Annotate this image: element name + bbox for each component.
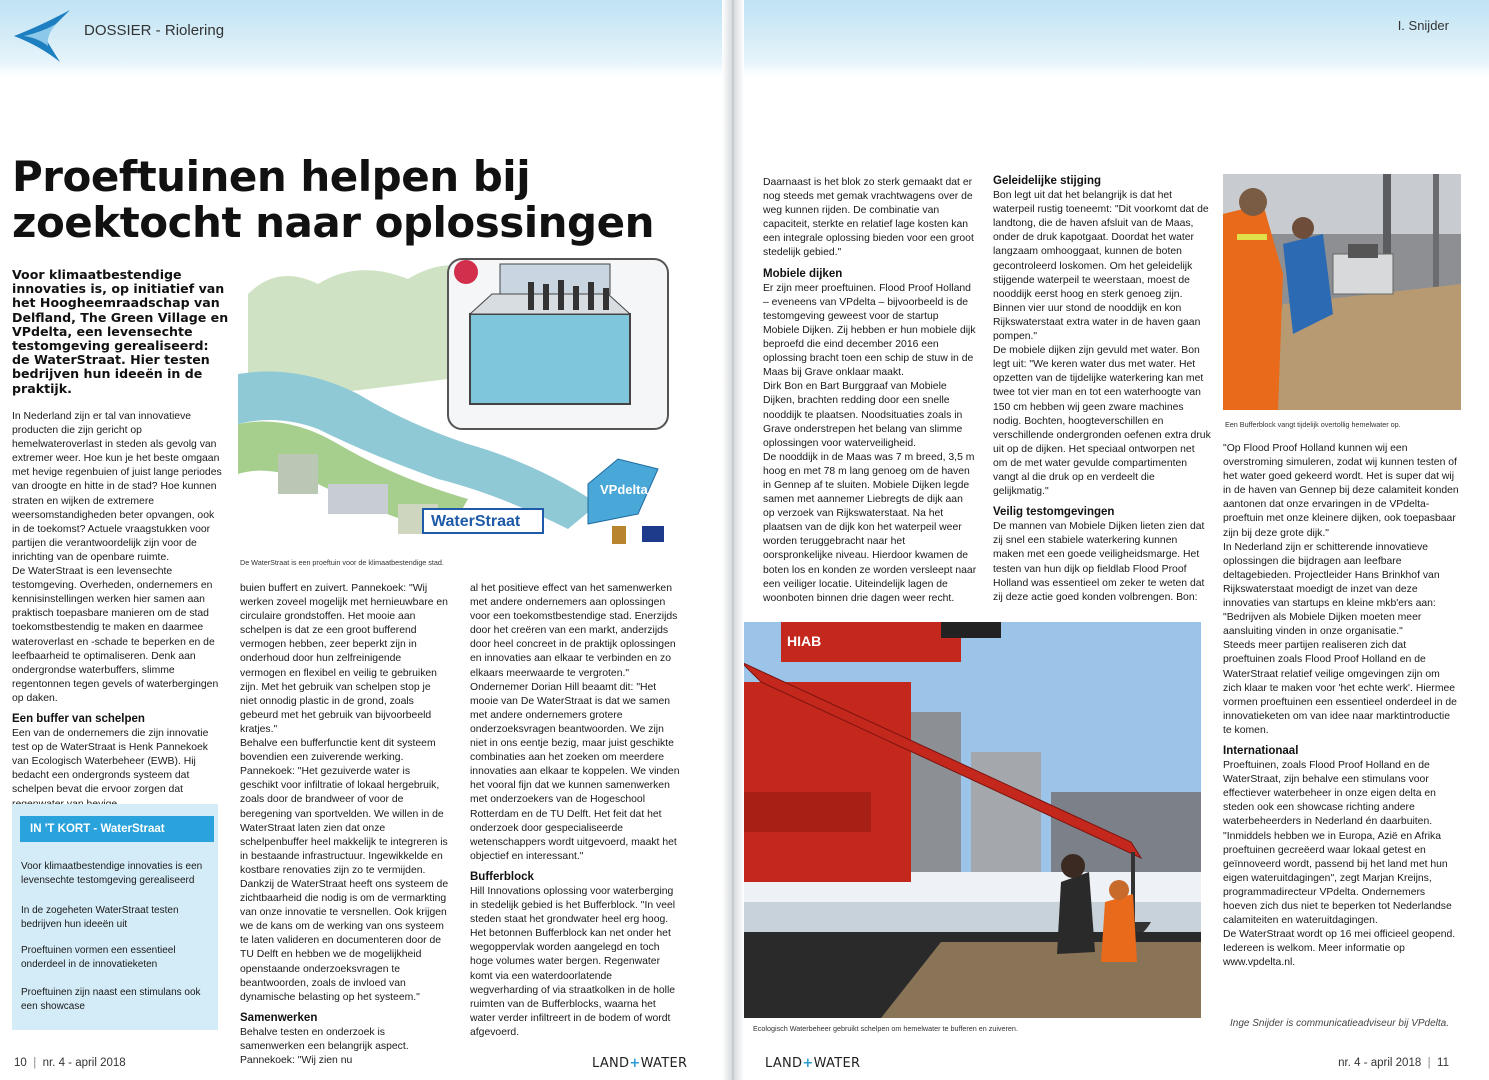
vpdelta-flag: VPdelta [600, 482, 648, 497]
column-1: In Nederland zijn er tal van innovatieve producten die zijn gericht op hemelwateroverlast in steden als gevolg van extremer weer. Hoe kun je het beste omgaan met hevige regenbuien of juist lange periodes van droogte en hitte in de stad? Hoe kunnen straten en wijken de extremere weersomstandigheden beter opvangen, ook in de toekomst? Actuele vraagstukken voor partijen die verantwoordelijk zijn voor de inrichting van de openbare ruimte. De WaterStraat is een levensechte testomgeving. Overheden, ondernemers en kennisinstellingen werken hier samen aan praktisch toepasbare manieren om de stad toekomstbestendig te maken en daarmee wateroverlast en -schade te beperken en de leefbaarheid te optimaliseren. Denk aan ondergrondse waterbuffers, slimme regentonnen tegen gevels of waterbergingen op daken. Een buffer van schelpen Een van de ondernemers die zijn innovatie test op de WaterStraat is Henk Pannekoek van Ecologisch Waterbeheer (EWB). Hij bedacht een ondergronds systeem dat schelpen bevat die ervoor zorgen dat [12, 411, 222, 796]
bufferblock-photo [1223, 174, 1461, 410]
subhead-internationaal: Internationaal [1223, 744, 1299, 757]
header-band [0, 0, 733, 78]
subhead-samenwerken: Samenwerken [240, 1011, 318, 1024]
in-short-item: In de zogeheten WaterStraat testen bedrijven hun ideeën uit [21, 905, 179, 930]
issue-label: nr. 4 - april 2018 [1338, 1057, 1422, 1069]
author-credit: Inge Snijder is communicatieadviseur bij VPdelta. [1230, 1018, 1449, 1029]
in-short-box [12, 804, 218, 1030]
column-4: Daarnaast is het blok zo sterk gemaakt dat er nog steeds met gemak vrachtwagens over de weg kunnen rijden. De combinatie van capaciteit, sterkte en relatief lage kosten kan een integrale oplossing bieden voor een groot stedelijk gebied." Mobiele dijken Er zijn meer proeftuinen. Flood Proof Holland – eveneens van VPdelta – bijvoorbeeld is de testomgeving geweest voor de startup Mobiele Dijken. Zij hebben er hun mobiele dijk beproefd die eind december 2016 een oplossing bracht toen een schip de stuw in de Maas bij Grave onklaar maakt. Dirk Bon en Bart Burggraaf van Mobiele Dijken, brachten redding door een snelle nooddijk te plaatsen. Noodsituaties zoals in Grave onderstrepen het belang van slimme oplossingen voor waterveiligheid. De nooddijk in de Maas was 7 m breed, 3,5 m hoog en met 78 m lang genoeg om de haven in Gennep af te sluiten. Mobiele Dijken legde samen met aannemer Liebregts de dijk aan op verzoek van Rijkswaterstaat. Na het plaatsen van de dijk kon het waterpeil weer worden teruggebracht naar het oorspronkelijke niveau. Hierdoor kwamen de boten los en konden ze worden versleept naar een veiliger locatie. Uiteindelijk lagen de woonboten binnen drie dagen weer recht. [763, 177, 977, 604]
page-number: 11 [1437, 1057, 1449, 1069]
in-short-title: IN 'T KORT - WaterStraat [20, 816, 214, 842]
truck-crane-photo [733, 622, 1201, 1018]
waterstraat-illustration [238, 254, 672, 554]
column-5: Geleidelijke stijging Bon legt uit dat het belangrijk is dat het waterpeil rustig toeneemt: "Dit voorkomt dat de landtong, die de haven afsluit van de Maas, onder de druk kapotgaat. Doordat het water langzaam omhooggaat, kunnen de boten gecontroleerd loskomen. Om het geleidelijk stijgende waterpeil te weerstaan, moest de nooddijk eerst hoog en sterk genoeg zijn. Binnen vier uur stond de nooddijk en kon Rijkswaterstaat extra water in de haven gaan pompen." De mobiele dijken zijn gevuld met water. Bon legt uit: "We keren water dus met water. Het opzetten van de tijdelijke waterkering kan met twee tot vier man en tot een waterhoogte van 150 cm hebben wij geen zware machines nodig. Bochten, hoogteverschillen en verschillende ondergronden oefenen extra druk uit op de dijken. Het speciaal ontworpen net om de met water gevulde compartimenten vangt al die druk op en verdeelt die gelijkmatig." Veilig testomgevingen De mannen van Mobiele Dijken lieten zien dat zij snel een stabiele waterkering kunnen maken met een goede veiligheidsmarge. Het testen van hun dijk op fieldlab Flood Proof Holland was essentieel om zeker te weten dat zij deze actie goed konden volbrengen. Bon: [993, 175, 1211, 603]
subhead-mobiele-dijken: Mobiele dijken [763, 267, 843, 280]
subhead-geleidelijke-stijging: Geleidelijke stijging [993, 175, 1102, 187]
page-number: 10 [14, 1057, 27, 1069]
subhead-buffer: Een buffer van schelpen [12, 712, 145, 725]
in-short-item: Proeftuinen vormen een essentieel onderdeel in de innovatieketen [21, 945, 176, 970]
page-footer-left: 10 | nr. 4 - april 2018 [14, 1057, 126, 1069]
top-photo-caption: Een Bufferblock vangt tijdelijk overtollig hemelwater op. [1225, 420, 1401, 429]
article-title: Proeftuinen helpen bij zoektocht naar oplossingen [12, 152, 654, 247]
land-water-logo: LAND+WATER [592, 1056, 688, 1071]
subhead-bufferblock: Bufferblock [470, 870, 534, 883]
illustration-caption: De WaterStraat is een proeftuin voor de klimaatbestendige stad. [240, 558, 444, 567]
left-page [0, 0, 733, 1080]
section-label: DOSSIER - Riolering [84, 22, 225, 39]
header-band [733, 0, 1489, 78]
column-2: buien buffert en zuivert. Pannekoek: "Wij werken zoveel mogelijk met hernieuwbare en circulaire grondstoffen. Het mooie aan schelpen is dat ze een groot bufferend vermogen hebben, zeer beperkt zijn in onderhoud door hun zelfreinigende vermogen en flexibel en veilig te gebruiken zijn. Met het gebruik van schelpen stop je niet onnodig plastic in de grond, zoals gebeurd met het gebruik van bijvoorbeeld kratjes." Behalve een bufferfunctie kent dit systeem bovendien een zuiverende werking. Pannekoek: "Het gezuiverde water is geschikt voor infiltratie of lokaal hergebruik, zoals door de brandweer of voor de beregening van sportvelden. We willen in de WaterStraat laten zien dat onze schelpenbuffer heel makkelijk te integreren is in bestaande infrastructuur. Ingewikkelde en kostbare renovaties zijn zo te vermijden. Dankzij de WaterStraat heeft ons systeem de zichtbaarheid die nodig is om de vermarkting van onze innovatie te versnellen. Ook krijgen we de kans om de werking van ons systeem te laten valideren en documenteren door de TU Delft en hebben we de mogelijkheid openstaande onderzoeksvragen te beantwoorden, zoals de invloed van dynamische belasting op het systeem." Samenwerken Behalve testen en onderzoek is samenwerken een belangrijk aspect. Pannekoek: "Wij zien nu [240, 583, 449, 1067]
page-footer-right: nr. 4 - april 2018 | 11 [1338, 1057, 1449, 1069]
bottom-photo-caption: Ecologisch Waterbeheer gebruikt schelpen om hemelwater te bufferen en zuiveren. [753, 1024, 1018, 1033]
in-short-item: Proeftuinen zijn naast een stimulans ook een showcase [21, 987, 201, 1012]
in-short-item: Voor klimaatbestendige innovaties is een levensechte testomgeving gerealiseerd [21, 861, 203, 886]
subhead-veilig-testomgevingen: Veilig testomgevingen [993, 506, 1115, 519]
issue-label: nr. 4 - april 2018 [42, 1057, 126, 1069]
page-spine [722, 0, 744, 1080]
column-3: al het positieve effect van het samenwerken met andere ondernemers aan oplossingen voor een toekomstbestendige stad. Enerzijds door het creëren van een markt, anderzijds door heel concreet in de praktijk oplossingen en innovaties aan elkaar te verbinden en zo elkaars meerwaarde te vergroten." Ondernemer Dorian Hill beaamt dit: "Het mooie van De WaterStraat is dat we samen met andere ondernemers grotere onderzoeksvragen beantwoorden. We zijn niet in ons eentje bezig, maar juist geschikte combinaties aan het zoeken om meerdere innovaties aan elkaar te koppelen. We vinden het vooral fijn dat we kunnen samenwerken met onderzoekers van de Hogeschool Rotterdam en de TU Delft. Het feit dat het onderzoek door gespecialiseerde wetenschappers wordt uitgevoerd, maakt het objectief en interessant." Bufferblock Hill Innovations oplossing voor waterberging in stedelijk gebied is het Bufferblock. "In veel steden staat het grondwater heel erg hoog. Het betonnen Bufferblock kan net onder het wegoppervlak worden aangelegd en toch hoge volumes water bergen. Regenwater komt via een waterdoorlatende wegverharding of via straatkolken in de holle ruimten van de Bufferblocks, waarna het water verder infiltreert in de bodem of wordt afgevoerd. [470, 583, 680, 1038]
magazine-logo-icon [10, 6, 74, 66]
land-water-logo: LAND+WATER [765, 1056, 861, 1071]
hiab-label: HIAB [787, 633, 822, 649]
right-page [733, 0, 1489, 1080]
author-label: I. Snijder [1397, 18, 1449, 33]
article-lead: Voor klimaatbestendige innovaties is, op initiatief van het Hoogheemraadschap van Delfland, The Green Village en VPdelta, een levensechte testomgeving gerealiseerd: de WaterStraat. Hier testen bedrijven hun ideeën in de praktijk. [12, 267, 229, 396]
column-6: "Op Flood Proof Holland kunnen wij een overstroming simuleren, zodat wij kunnen testen of het water goed gekeerd wordt. Het is super dat wij in de haven van Gennep bij deze calamiteit konden aantonen dat onze ervaringen in de VPdelta-proeftuin met onze kleinere dijken, ook toepasbaar zijn bij deze grote dijk." In Nederland zijn er schitterende innovatieve oplossingen die bijdragen aan leefbare deltagebieden. Projectleider Hans Brinkhof van Rijkswaterstaat moedigt de inzet van deze innovaties van startups en kleine mkb'ers aan: "Bedrijven als Mobiele Dijken moeten meer aansluiting vinden in onze organisatie." Steeds meer partijen realiseren zich dat proeftuinen zoals Flood Proof Holland en de WaterStraat relatief veilige omgevingen zijn om zich klaar te maken voor 'het echte werk'. Hiermee vormen proeftuinen een essentieel onderdeel in de innovatieketen om van idee naar marktintroductie te komen. Internationaal Proeftuinen, zoals Flood Proof Holland en de WaterStraat, zijn behalve een stimulans voor effectiever waterbeheer in onze eigen delta en steden ook een showcase richting andere waterbeheerders in Nederland én daarbuiten. "Inmiddels hebben we in Europa, Azië en Afrika proeftuinen gecreëerd waar lokaal getest en geïnnoveerd wordt, passend bij het land met hun eigen wateruitdagingen", zegt Marjan Kreijns, programmadirecteur VPdelta. Ondernemers hoeven zich dus niet te beperken tot Nederlandse calamiteiten en wateruitdagingen. De WaterStraat wordt op 16 mei officieel geopend. Iedereen is welkom. Meer informatie op www.vpdelta.nl. [1223, 443, 1459, 969]
waterstraat-sign: WaterStraat [431, 513, 521, 530]
